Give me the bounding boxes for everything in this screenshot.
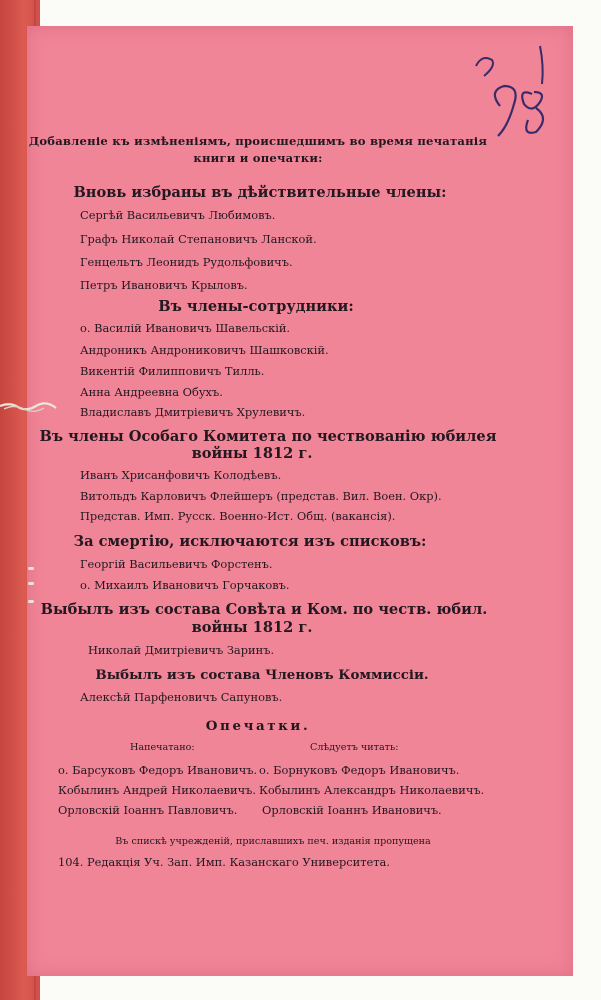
- errata-printed: Орловскій Іоаннъ Павловичъ.: [58, 803, 238, 817]
- section-heading-full-members: Вновь избраны въ дѣйствительные члены:: [73, 184, 447, 201]
- errata-read: о. Борнуковъ Федоръ Ивановичъ.: [259, 763, 460, 777]
- errata-printed: о. Барсуковъ Федоръ Ивановичъ.: [58, 763, 258, 777]
- section-heading-jubilee-year: войны 1812 г.: [191, 445, 313, 462]
- section-heading-collaborators: Въ члены-сотрудники:: [158, 298, 354, 315]
- errata-read: Кобылинъ Александръ Николаевичъ.: [259, 783, 485, 797]
- errata-read: Орловскій Іоаннъ Ивановичъ.: [262, 803, 442, 817]
- list-item: Владиславъ Дмитріевичъ Хрулевичъ.: [80, 405, 306, 419]
- footer-note: Въ спискѣ учрежденій, приславшихъ печ. изданія пропущена: [115, 836, 431, 847]
- list-item: Анна Андреевна Обухъ.: [80, 385, 223, 399]
- list-item: Николай Дмитріевичъ Заринъ.: [88, 643, 275, 657]
- binding-hole: [28, 567, 34, 570]
- list-item: Сергѣй Васильевичъ Любимовъ.: [80, 208, 276, 222]
- title-line-2: книги и опечатки:: [193, 151, 323, 165]
- handwritten-number: [470, 36, 560, 146]
- section-heading-left-council: Выбылъ изъ состава Совѣта и Ком. по честв. юбил.: [40, 601, 488, 618]
- footer-entry: 104. Редакція Уч. Зап. Имп. Казанскаго Университета.: [58, 855, 390, 869]
- binding-hole: [28, 600, 34, 603]
- binding-thread: [0, 400, 58, 414]
- errata-printed: Кобылинъ Андрей Николаевичъ.: [58, 783, 257, 797]
- list-item: Петръ Ивановичъ Крыловъ.: [80, 278, 248, 292]
- list-item: Викентій Филипповичъ Тилль.: [80, 364, 265, 378]
- list-item: Георгій Васильевичъ Форстенъ.: [80, 557, 273, 571]
- binding-hole: [28, 582, 34, 585]
- errata-column-read: Слѣдуетъ читать:: [310, 742, 399, 753]
- section-heading-left-council-year: войны 1812 г.: [191, 619, 313, 636]
- section-heading-left-commission: Выбылъ изъ состава Членовъ Коммиссіи.: [95, 667, 429, 683]
- section-heading-deceased: За смертію, исключаются изъ списковъ:: [73, 533, 427, 550]
- list-item: Витольдъ Карловичъ Флейшеръ (представ. Вил. Воен. Окр).: [80, 489, 442, 503]
- section-heading-jubilee-committee: Въ члены Особаго Комитета по чествованію юбилея: [39, 428, 497, 445]
- list-item: о. Михаилъ Ивановичъ Горчаковъ.: [80, 578, 290, 592]
- list-item: Графъ Николай Степановичъ Ланской.: [80, 232, 317, 246]
- list-item: о. Василій Ивановичъ Шавельскій.: [80, 321, 291, 335]
- list-item: Андроникъ Андрониковичъ Шашковскій.: [80, 343, 329, 357]
- svg-text:98: 98: [504, 117, 507, 119]
- list-item: Иванъ Хрисанфовичъ Колодѣевъ.: [80, 468, 282, 482]
- list-item: Генцельтъ Леонидъ Рудольфовичъ.: [80, 255, 293, 269]
- title-line-1: Добавленіе къ измѣненіямъ, происшедшимъ во время печатанія: [28, 134, 488, 148]
- list-item: Представ. Имп. Русск. Военно-Ист. Общ. (вакансія).: [80, 509, 396, 523]
- errata-column-printed: Напечатано:: [130, 742, 195, 753]
- list-item: Алексѣй Парфеновичъ Сапуновъ.: [80, 690, 283, 704]
- errata-heading: Опечатки.: [205, 718, 311, 734]
